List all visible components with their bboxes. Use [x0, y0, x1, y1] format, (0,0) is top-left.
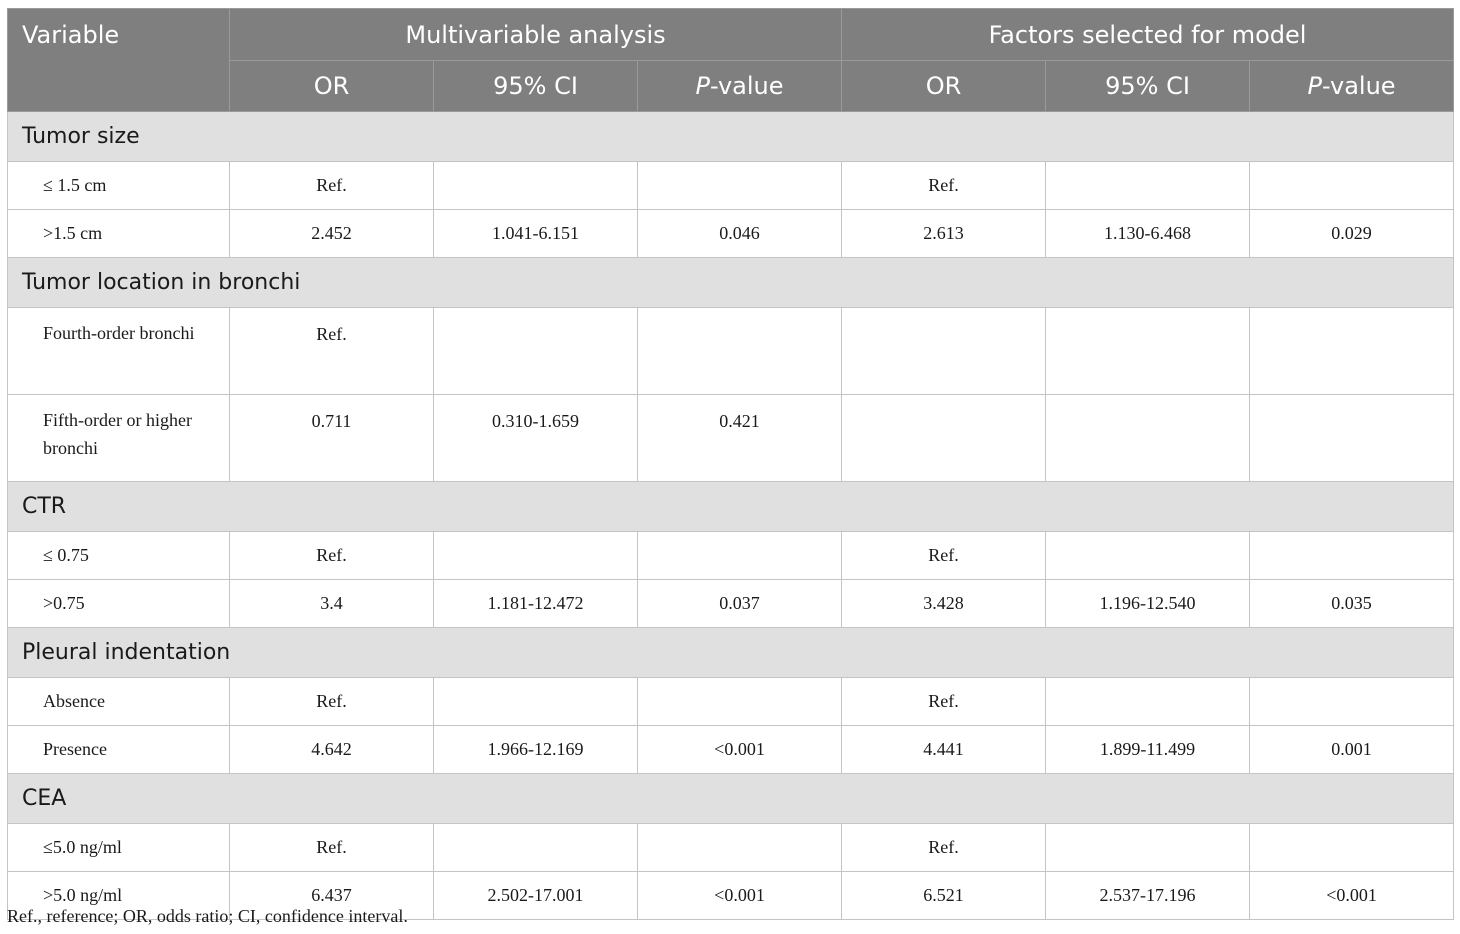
results-table-container: [7, 8, 1453, 920]
header-factors-selected: Factors selected for model: [842, 9, 1454, 61]
table-cell: Ref.: [842, 824, 1046, 872]
table-cell: [1250, 824, 1454, 872]
header-p-value: P-value: [638, 61, 842, 112]
table-cell: [1046, 824, 1250, 872]
row-label: ≤5.0 ng/ml: [8, 824, 230, 872]
table-row: [8, 395, 1454, 482]
table-cell: 6.521: [842, 872, 1046, 920]
header-p-value: P-value: [1250, 61, 1454, 112]
table-cell: Ref.: [842, 162, 1046, 210]
section-title: CTR: [8, 482, 1454, 532]
header-ci: 95% CI: [1046, 61, 1250, 112]
table-row: [8, 308, 1454, 395]
table-cell: 6.437: [230, 872, 434, 920]
table-cell: 0.037: [638, 580, 842, 628]
table-row: [8, 824, 1454, 872]
table-cell: [434, 532, 638, 580]
table-cell: <0.001: [638, 872, 842, 920]
row-label: Fourth-order bronchi: [8, 308, 230, 395]
table-cell: 0.001: [1250, 726, 1454, 774]
section-title: CEA: [8, 774, 1454, 824]
table-cell: 0.711: [230, 395, 434, 482]
section-title: Tumor size: [8, 112, 1454, 162]
table-cell: <0.001: [638, 726, 842, 774]
table-body: [8, 112, 1454, 920]
table-row: [8, 580, 1454, 628]
section-row: [8, 628, 1454, 678]
table-cell: [638, 162, 842, 210]
section-row: [8, 112, 1454, 162]
section-row: [8, 774, 1454, 824]
section-row: [8, 482, 1454, 532]
table-cell: 0.310-1.659: [434, 395, 638, 482]
table-cell: 1.899-11.499: [1046, 726, 1250, 774]
table-cell: 4.441: [842, 726, 1046, 774]
table-cell: 2.452: [230, 210, 434, 258]
table-cell: [434, 162, 638, 210]
table-row: [8, 678, 1454, 726]
table-cell: [1046, 678, 1250, 726]
table-cell: 1.181-12.472: [434, 580, 638, 628]
table-cell: [842, 308, 1046, 395]
table-cell: Ref.: [842, 678, 1046, 726]
header-or: OR: [230, 61, 434, 112]
table-cell: [638, 824, 842, 872]
table-cell: Ref.: [230, 678, 434, 726]
table-cell: [842, 395, 1046, 482]
header-or: OR: [842, 61, 1046, 112]
table-cell: 3.428: [842, 580, 1046, 628]
table-cell: [1046, 395, 1250, 482]
table-cell: 1.130-6.468: [1046, 210, 1250, 258]
table-cell: 0.029: [1250, 210, 1454, 258]
table-cell: 4.642: [230, 726, 434, 774]
table-cell: Ref.: [842, 532, 1046, 580]
table-cell: [1046, 162, 1250, 210]
table-cell: Ref.: [230, 308, 434, 395]
table-cell: [638, 308, 842, 395]
table-cell: <0.001: [1250, 872, 1454, 920]
table-cell: Ref.: [230, 532, 434, 580]
table-cell: [1250, 532, 1454, 580]
table-row: [8, 210, 1454, 258]
header-ci: 95% CI: [434, 61, 638, 112]
table-cell: 2.537-17.196: [1046, 872, 1250, 920]
table-cell: [1046, 308, 1250, 395]
table-cell: [1250, 395, 1454, 482]
table-cell: [1046, 532, 1250, 580]
table-cell: [1250, 308, 1454, 395]
table-cell: Ref.: [230, 824, 434, 872]
table-cell: 2.502-17.001: [434, 872, 638, 920]
header-multivariable-analysis: Multivariable analysis: [230, 9, 842, 61]
table-footnote: Ref., reference; OR, odds ratio; CI, confidence interval.: [7, 906, 408, 926]
row-label: >1.5 cm: [8, 210, 230, 258]
table-cell: 0.046: [638, 210, 842, 258]
table-row: [8, 162, 1454, 210]
row-label: Absence: [8, 678, 230, 726]
header-variable: Variable: [8, 9, 230, 112]
table-row: [8, 532, 1454, 580]
table-cell: [638, 532, 842, 580]
row-label: ≤ 1.5 cm: [8, 162, 230, 210]
table-cell: 1.196-12.540: [1046, 580, 1250, 628]
table-cell: 0.035: [1250, 580, 1454, 628]
table-cell: 1.966-12.169: [434, 726, 638, 774]
table-cell: [434, 824, 638, 872]
row-label: Fifth-order or higher bronchi: [8, 395, 230, 482]
table-cell: 3.4: [230, 580, 434, 628]
table-header: [8, 9, 1454, 112]
table-cell: [1250, 162, 1454, 210]
table-cell: 1.041-6.151: [434, 210, 638, 258]
section-row: [8, 258, 1454, 308]
section-title: Tumor location in bronchi: [8, 258, 1454, 308]
table-cell: [434, 678, 638, 726]
table-cell: [1250, 678, 1454, 726]
row-label: >5.0 ng/ml: [8, 872, 230, 920]
table-row: [8, 726, 1454, 774]
table-cell: 0.421: [638, 395, 842, 482]
table-cell: [434, 308, 638, 395]
section-title: Pleural indentation: [8, 628, 1454, 678]
table-cell: Ref.: [230, 162, 434, 210]
table-cell: 2.613: [842, 210, 1046, 258]
row-label: Presence: [8, 726, 230, 774]
row-label: ≤ 0.75: [8, 532, 230, 580]
results-table: [7, 8, 1454, 920]
row-label: >0.75: [8, 580, 230, 628]
table-cell: [638, 678, 842, 726]
